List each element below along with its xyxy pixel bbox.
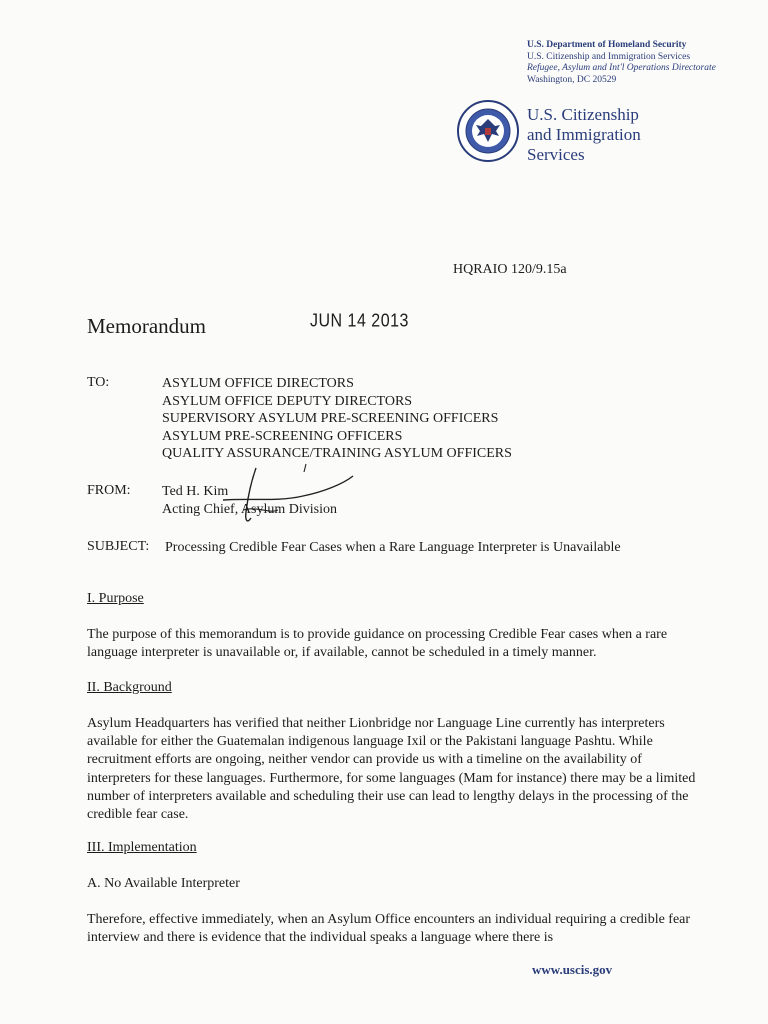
implementation-subheading: A. No Available Interpreter [87,876,240,891]
recipient-item: ASYLUM OFFICE DEPUTY DIRECTORS [162,393,413,409]
department-name: U.S. Department of Homeland Security [527,40,687,50]
recipient-item: QUALITY ASSURANCE/TRAINING ASYLUM OFFICERS [162,446,512,462]
dhs-seal-icon [457,100,519,162]
uscis-wordmark [527,105,641,165]
purpose-body: The purpose of this memorandum is to provide guidance on processing Credible Fear cases when a rare language interpreter is unavailable or, if available, cannot be scheduled in a timely manner. [87,627,668,661]
background-heading: II. Background [87,680,172,695]
purpose-heading: I. Purpose [87,591,144,606]
recipient-item: ASYLUM OFFICE DIRECTORS [162,376,354,391]
reference-number: HQRAIO 120/9.15a [453,262,567,277]
memo-title: Memorandum [87,314,206,338]
footer-website-link[interactable]: www.uscis.gov [532,962,613,977]
to-recipient-list [162,375,512,463]
directorate-name: Refugee, Asylum and Int'l Operations Directorate [527,63,716,73]
memo-date-stamp: JUN 14 2013 [310,311,409,332]
subject-text: Processing Credible Fear Cases when a Rare Language Interpreter is Unavailable [165,540,621,555]
sender-name: Ted H. Kim [162,484,229,499]
agency-address: Washington, DC 20529 [527,74,617,85]
sender-title: Acting Chief, Asylum Division [162,501,337,517]
agency-name: U.S. Citizenship and Immigration Services [527,51,691,62]
recipient-item: ASYLUM PRE-SCREENING OFFICERS [162,428,403,444]
handwritten-signature [218,462,358,532]
from-label: FROM: [87,483,131,498]
wordmark-line: and Immigration [527,125,641,144]
implementation-heading: III. Implementation [87,840,197,855]
wordmark-line: U.S. Citizenship [527,105,639,124]
background-body: Asylum Headquarters has verified that neither Lionbridge nor Language Line currently has interpreters available for either the Guatemalan indigenous language Ixil or the Pakistani language Pashtu. While recruitment efforts are ongoing, neither vendor can provide us with a timeline on the availability of interpreters for these languages. Furthermore, for some languages (Mam for instance) there may be a limited number of interpreters available and scheduling their use can lead to lengthy delays in the processing of the credible fear case. [87,716,696,823]
letterhead-agency-block [527,40,716,86]
subject-label: SUBJECT: [87,539,150,554]
wordmark-line: Services [527,145,585,164]
recipient-item: SUPERVISORY ASYLUM PRE-SCREENING OFFICERS [162,411,499,427]
to-label: TO: [87,375,110,390]
implementation-body: Therefore, effective immediately, when an Asylum Office encounters an individual requiring a credible fear interview and there is evidence that the individual speaks a language where there is [87,912,691,946]
